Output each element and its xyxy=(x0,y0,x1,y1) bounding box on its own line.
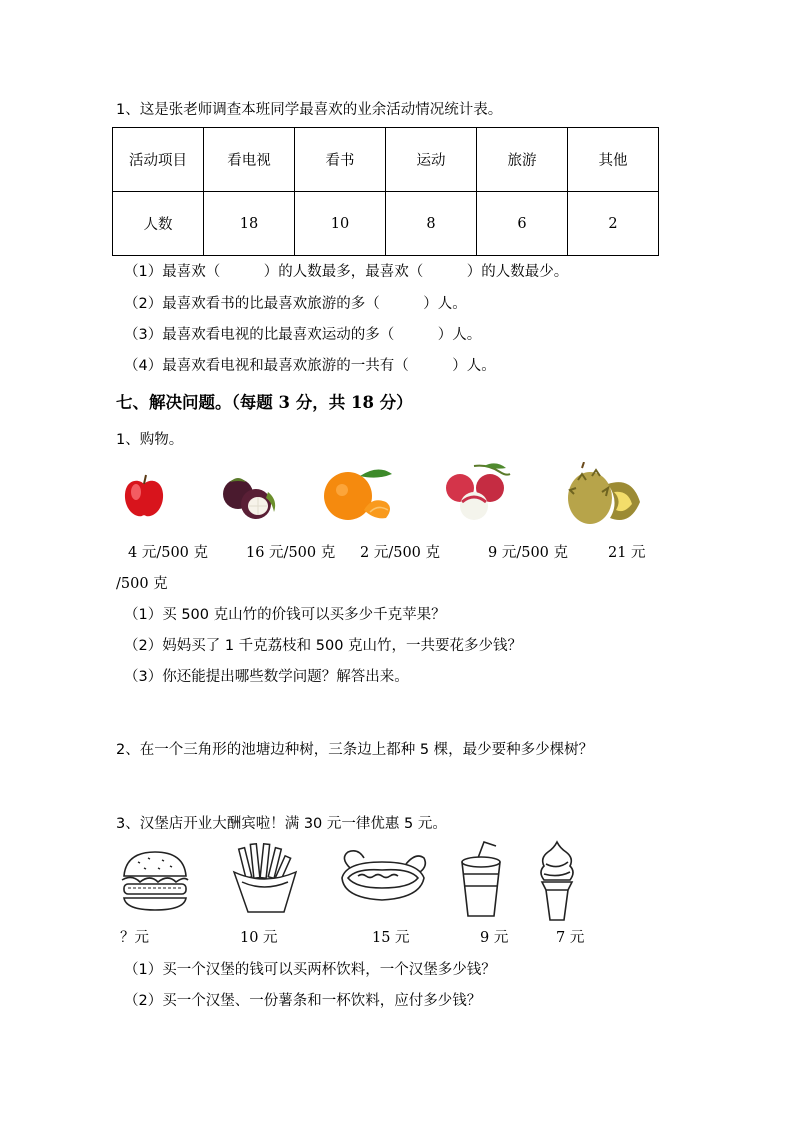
fruit-price: 21 元 xyxy=(608,545,646,561)
table-cell: 看电视 xyxy=(204,128,295,192)
fries-icon xyxy=(228,842,300,914)
section-heading: 七、解决问题。（每题 3 分，共 18 分） xyxy=(116,393,413,412)
fruit-price: 4 元/500 克 xyxy=(128,545,209,561)
lychee-icon xyxy=(440,462,516,524)
table-cell: 人数 xyxy=(113,192,204,256)
burger-question-1: （1）买一个汉堡的钱可以买两杯饮料，一个汉堡多少钱？ xyxy=(124,962,496,978)
activity-stats-table xyxy=(112,127,659,256)
orange-icon xyxy=(320,464,398,522)
fruit-price: 2 元/500 克 xyxy=(360,545,441,561)
table-cell: 看书 xyxy=(295,128,386,192)
ice-cream-icon xyxy=(536,840,578,922)
fruit-price: 9 元/500 克 xyxy=(488,545,569,561)
table-cell: 旅游 xyxy=(477,128,568,192)
table-cell: 活动项目 xyxy=(113,128,204,192)
q1-question-1: （1）最喜欢（ ）的人数最多，最喜欢（ ）的人数最少。 xyxy=(124,264,569,280)
burger-price: ？元 xyxy=(120,930,149,946)
table-cell: 6 xyxy=(477,192,568,256)
shopping-question-2: （2）妈妈买了 1 千克荔枝和 500 克山竹，一共要花多少钱？ xyxy=(124,638,523,654)
table-cell: 运动 xyxy=(386,128,477,192)
hamburger-icon xyxy=(118,850,192,912)
burger-price: 10 元 xyxy=(240,930,278,946)
mangosteen-icon xyxy=(218,472,280,522)
table-cell: 18 xyxy=(204,192,295,256)
table-row xyxy=(113,192,659,256)
burger-price: 7 元 xyxy=(556,930,585,946)
fruit-price-wrap: /500 克 xyxy=(116,576,168,592)
q1-question-3: （3）最喜欢看电视的比最喜欢运动的多（ ）人。 xyxy=(124,327,482,343)
durian-icon xyxy=(562,462,644,528)
trees-question: 2、在一个三角形的池塘边种树，三条边上都种 5 棵，最少要种多少棵树？ xyxy=(116,742,594,758)
shopping-question-3: （3）你还能提出哪些数学问题？解答出来。 xyxy=(124,669,409,685)
drink-cup-icon xyxy=(456,840,506,920)
q1-question-4: （4）最喜欢看电视和最喜欢旅游的一共有（ ）人。 xyxy=(124,358,496,374)
burger-title: 3、汉堡店开业大酬宾啦！满 30 元一律优惠 5 元。 xyxy=(116,816,447,832)
q1-title: 1、这是张老师调查本班同学最喜欢的业余活动情况统计表。 xyxy=(116,102,503,118)
burger-question-2: （2）买一个汉堡、一份薯条和一杯饮料，应付多少钱？ xyxy=(124,993,482,1009)
burger-price: 9 元 xyxy=(480,930,509,946)
table-cell: 8 xyxy=(386,192,477,256)
fruit-price: 16 元/500 克 xyxy=(246,545,336,561)
apple-icon xyxy=(120,472,168,520)
shopping-title: 1、购物。 xyxy=(116,432,184,448)
burger-price: 15 元 xyxy=(372,930,410,946)
table-cell: 2 xyxy=(568,192,659,256)
table-cell: 其他 xyxy=(568,128,659,192)
shopping-question-1: （1）买 500 克山竹的价钱可以买多少千克苹果？ xyxy=(124,607,446,623)
q1-question-2: （2）最喜欢看书的比最喜欢旅游的多（ ）人。 xyxy=(124,296,467,312)
hotdog-icon xyxy=(336,848,430,908)
table-row xyxy=(113,128,659,192)
table-cell: 10 xyxy=(295,192,386,256)
